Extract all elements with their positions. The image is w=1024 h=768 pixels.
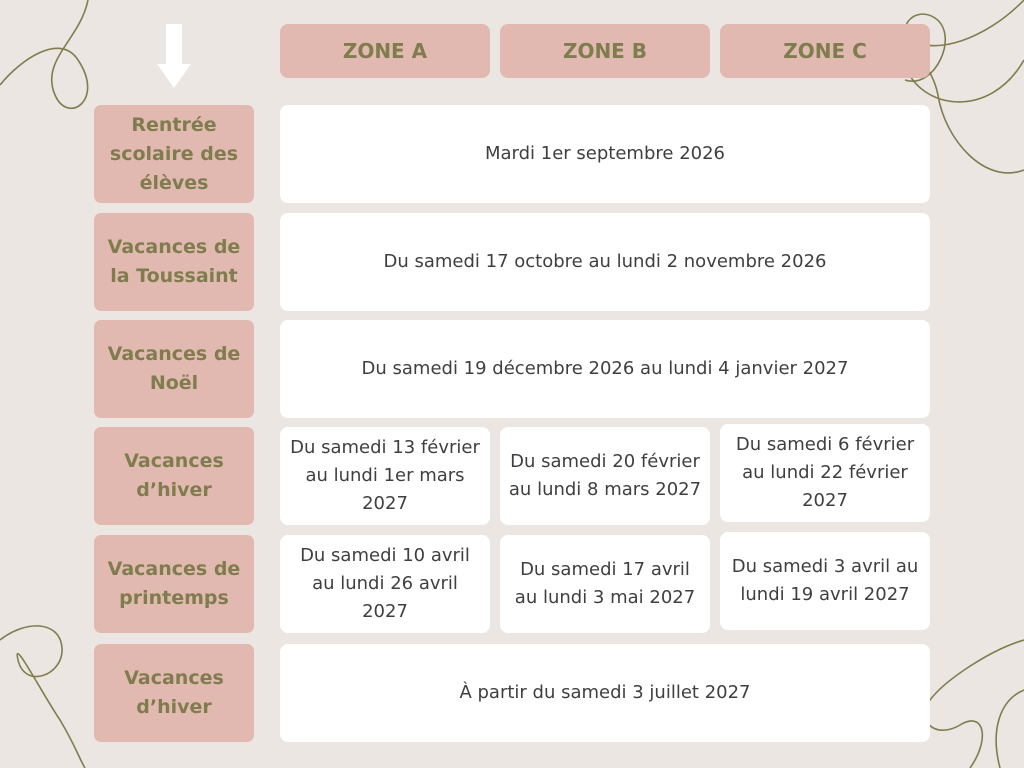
row-label: Vacances d’hiver xyxy=(94,427,254,525)
zone-header-1: ZONE A xyxy=(280,24,490,78)
row-label: Vacances de la Toussaint xyxy=(94,213,254,311)
date-cell-all-zones: Mardi 1er septembre 2026 xyxy=(280,105,930,203)
row-label: Vacances de printemps xyxy=(94,535,254,633)
row-label: Vacances de Noël xyxy=(94,320,254,418)
date-cell-zone-b: Du samedi 17 avril au lundi 3 mai 2027 xyxy=(500,535,710,633)
date-cell-zone-c: Du samedi 3 avril au lundi 19 avril 2027 xyxy=(720,532,930,630)
date-cell-zone-a: Du samedi 10 avril au lundi 26 avril 2027 xyxy=(280,535,490,633)
date-cell-all-zones: Du samedi 19 décembre 2026 au lundi 4 janvier 2027 xyxy=(280,320,930,418)
row-label: Vacances d’hiver xyxy=(94,644,254,742)
date-cell-all-zones: À partir du samedi 3 juillet 2027 xyxy=(280,644,930,742)
zone-header-3: ZONE C xyxy=(720,24,930,78)
arrow-down-icon xyxy=(156,22,192,90)
row-label: Rentrée scolaire des élèves xyxy=(94,105,254,203)
date-cell-zone-c: Du samedi 6 février au lundi 22 février 2027 xyxy=(720,424,930,522)
zone-header-2: ZONE B xyxy=(500,24,710,78)
date-cell-zone-a: Du samedi 13 février au lundi 1er mars 2027 xyxy=(280,427,490,525)
date-cell-all-zones: Du samedi 17 octobre au lundi 2 novembre 2026 xyxy=(280,213,930,311)
date-cell-zone-b: Du samedi 20 février au lundi 8 mars 2027 xyxy=(500,427,710,525)
